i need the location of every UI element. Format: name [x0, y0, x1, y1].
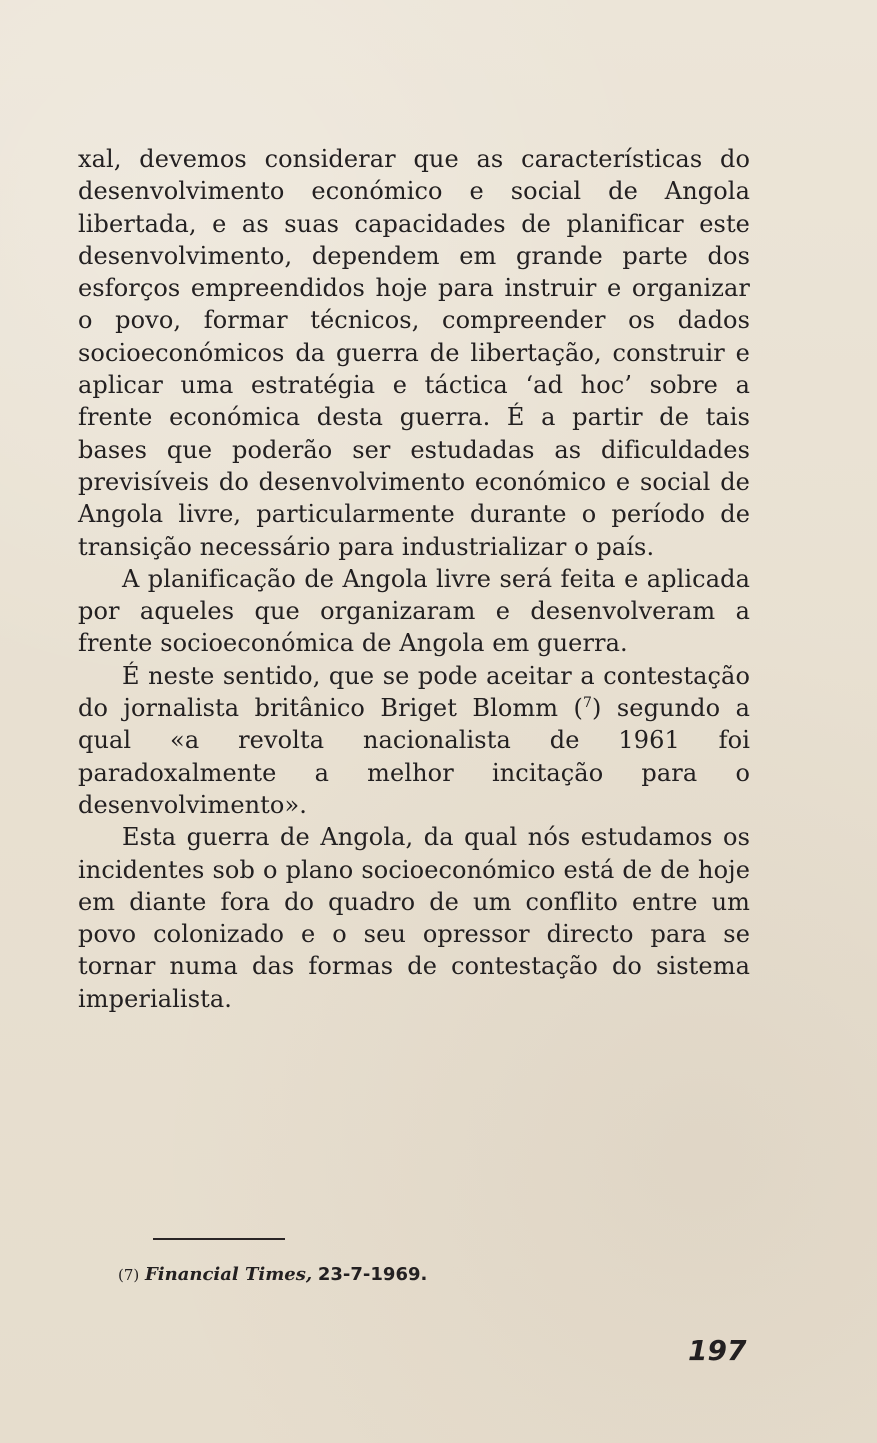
paragraph-contestation [78, 660, 750, 821]
footnote-date: 23-7-1969. [317, 1264, 428, 1285]
footnote-divider [153, 1238, 285, 1240]
paragraph-planning: A planificação de Angola livre será feita e aplicada por aqueles que organizaram e desenvolveram a frente socioeconómica de Angola em guerra. [78, 564, 750, 658]
footnote [118, 1263, 738, 1287]
page-number: 197 [688, 1334, 747, 1367]
body-text [78, 143, 750, 1015]
paragraph-continuation: xal, devemos considerar que as características do desenvolvimento económico e social de Angola libertada, e as suas capacidades de planificar este desenvolvimento, dependem em grande parte dos esforços empreendidos hoje para instruir e organizar o povo, formar técnicos, compreender os dados socioeconómicos da guerra de libertação, construir e aplicar uma estratégia e táctica ‘ad hoc’ sobre a frente económica desta guerra. É a partir de tais bases que poderão ser estudadas as dificuldades previsíveis do desenvolvimento económico e social de Angola livre, particularmente durante o período de transição necessário para industrializar o país. [78, 145, 750, 561]
footnote-reference: 7 [583, 695, 593, 712]
footnote-marker: (7) [118, 1266, 140, 1284]
paragraph-contestation-start: É neste sentido, que se pode aceitar a contestação do jornalista britânico Briget Blomm ( [78, 661, 750, 723]
paragraph-war: Esta guerra de Angola, da qual nós estudamos os incidentes sob o plano socioeconómico está de de hoje em diante fora do quadro de um conflito entre um povo colonizado e o seu opressor directo para se tornar numa das formas de contestação do sistema imperialista. [78, 823, 750, 1013]
footnote-source: Financial Times, [144, 1264, 313, 1285]
paragraph-contestation-end: ) segundo a qual «a revolta nacionalista de 1961 foi paradoxalmente a melhor incitação para o desenvolvimento». [78, 694, 750, 819]
